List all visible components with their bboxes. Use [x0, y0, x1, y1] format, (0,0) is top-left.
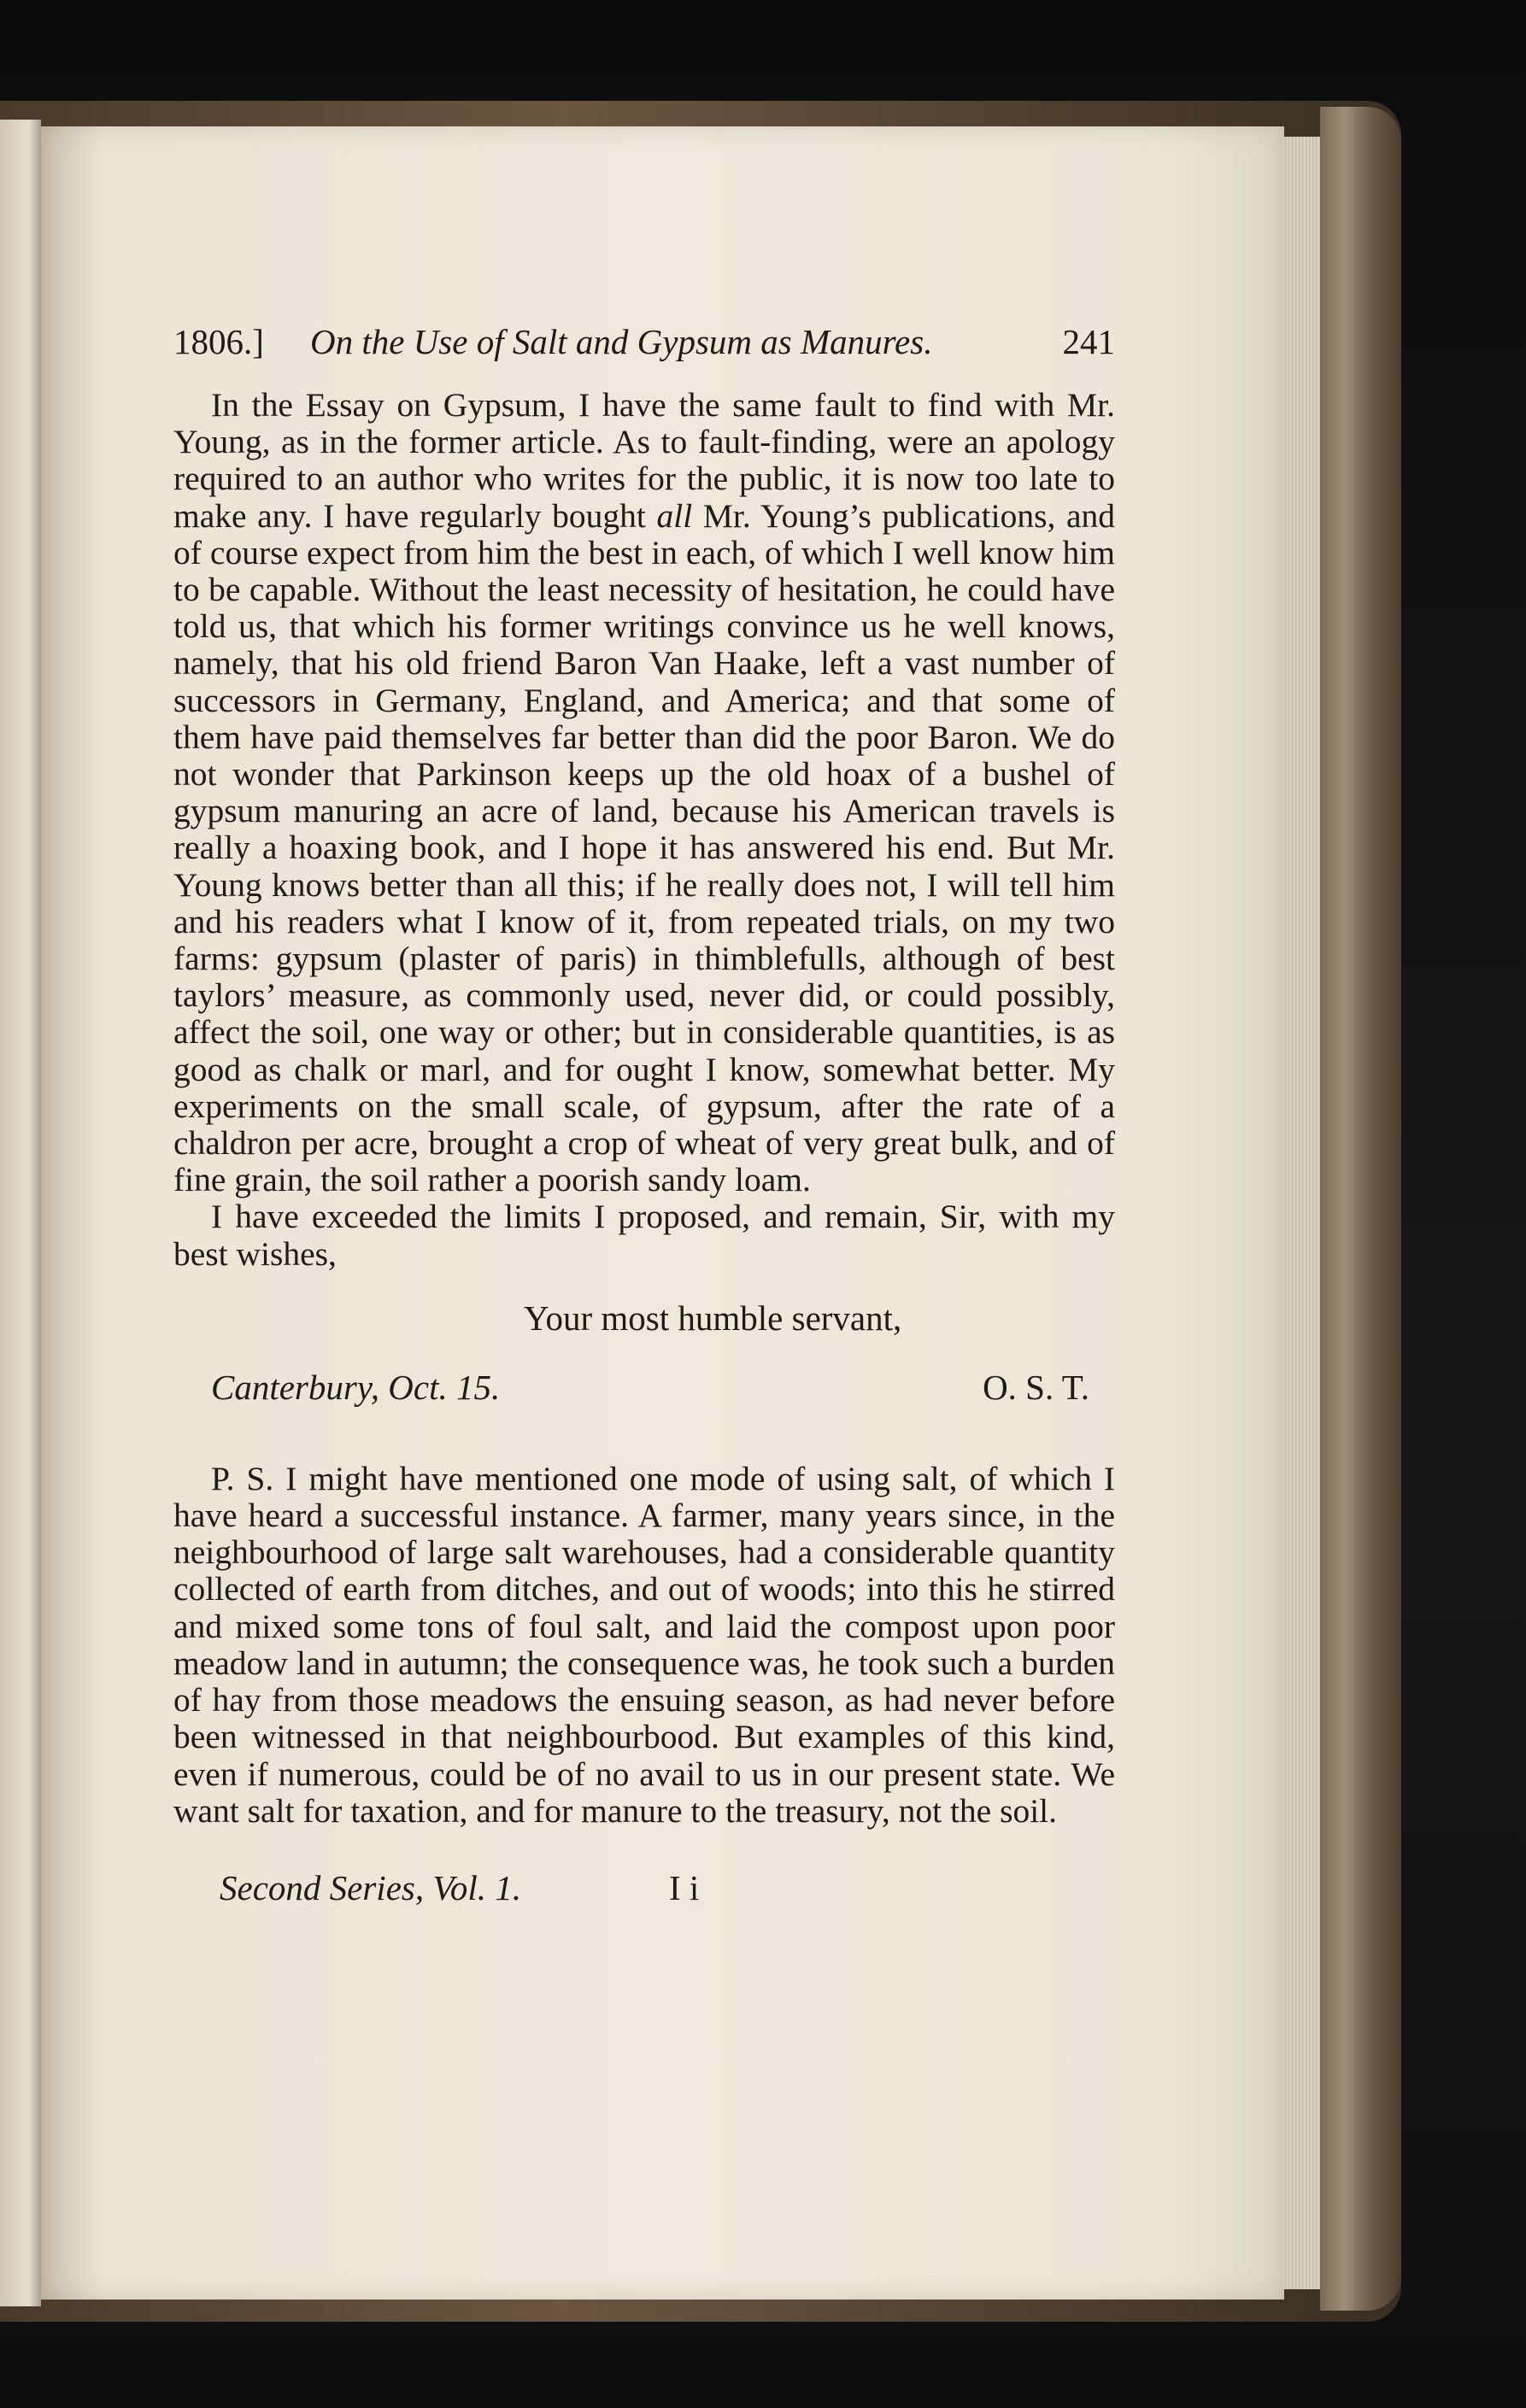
page-number: 241: [1062, 322, 1115, 361]
closing-salutation: Your most humble servant,: [524, 1298, 902, 1338]
signature-mark: I i: [669, 1867, 700, 1907]
series-volume: Second Series, Vol. 1.: [220, 1867, 521, 1907]
paragraph-closing-remark: I have exceeded the limits I proposed, and remain, Sir, with my best wishes,: [173, 1198, 1115, 1273]
running-head-title: On the Use of Salt and Gypsum as Manures.: [310, 322, 933, 361]
place-date: Canterbury, Oct. 15.: [211, 1367, 501, 1407]
page-footer: [173, 1862, 1115, 1913]
italic-word-all: all: [656, 496, 693, 535]
paragraph-text-part: Mr. Young’s publications, and of course expect from him the best in each, of which I well know him to be capable. Without the least necessity of hesitation, he could have told us, that which his former writings convince us he well knows, namely, that his old friend Baron Van Haake, left a vast number of successors in Germany, England, and America; and that some of them have paid themselves far better than did the poor Baron. We do not wonder that Parkinson keeps up the old hoax of a bushel of gypsum manuring an acre of land, because his American travels is really a hoaxing book, and I hope it has answered his end. But Mr. Young knows better than all this; if he really does not, I will tell him and his readers what I know of it, from repeated trials, on my two farms: gypsum (plaster of paris) in thimblefulls, although of best taylors’ measure, as commonly used, never did, or could possibly, affect the soil, one way or other; but in considerable quantities, is as good as chalk or marl, and for ought I know, somewhat better. My experiments on the small scale, of gypsum, after the rate of a chaldron per acre, brought a crop of wheat of very great bulk, and of fine grain, the soil rather a poorish sandy loam.: [173, 496, 1115, 1199]
running-head: [173, 312, 1115, 372]
page-text: [173, 312, 1115, 1913]
running-head-year: 1806.]: [173, 322, 264, 361]
signature-row: [173, 1362, 1115, 1413]
book-spine-edge: [1320, 107, 1401, 2311]
paragraph-text-part: In the Essay on Gypsum, I have the same fault to find with Mr. Young, as in the former article. As to fault-finding, were an apology required to an author who writes for the public, it is now too late to make any. I have regularly bought: [173, 386, 1115, 535]
postscript-paragraph: P. S. I might have mentioned one mode of using salt, of which I have heard a successful instance. A farmer, many years since, in the neighbourhood of large salt warehouses, had a considerable quantity collected of earth from ditches, and out of woods; into this he stirred and mixed some tons of foul salt, and laid the compost upon poor meadow land in autumn; the consequence was, he took such a burden of hay from those meadows the ensuing season, as had never before been witnessed in that neighbourbood. But examples of this kind, even if numerous, could be of no avail to us in our present state. We want salt for taxation, and for manure to the treasury, not the soil.: [173, 1459, 1115, 1830]
page-edges: [1284, 137, 1320, 2289]
paragraph-gypsum-essay: [173, 387, 1115, 1198]
author-initials: O. S. T.: [983, 1367, 1089, 1407]
facing-page-edge: [0, 120, 41, 2306]
